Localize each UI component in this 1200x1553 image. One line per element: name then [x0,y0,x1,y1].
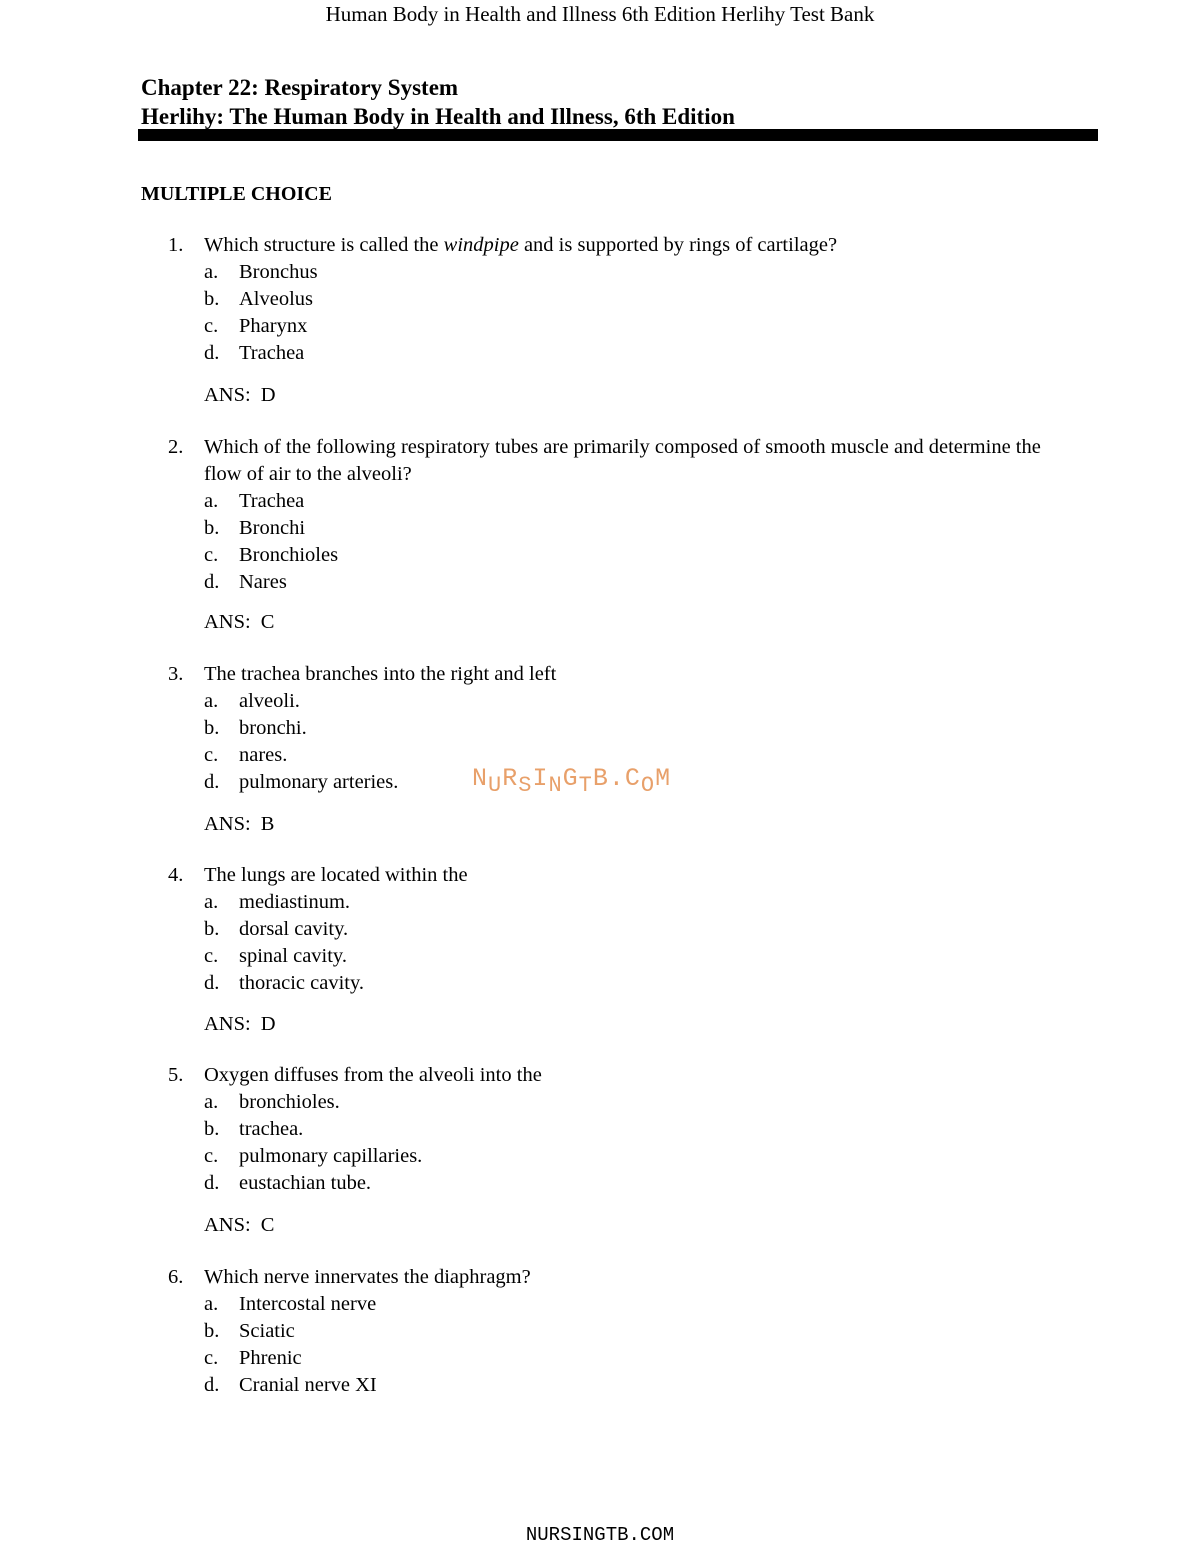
option-letter: d. [204,1374,220,1396]
option-text: alveoli. [239,690,300,712]
option-text: Trachea [239,490,305,512]
option-text: Alveolus [239,288,314,310]
answer-label: ANS: [204,1214,251,1236]
page-footer: NURSINGTB.COM [525,1524,675,1546]
option-text: Bronchus [239,261,318,283]
running-header: Human Body in Health and Illness 6th Edition Herlihy Test Bank [325,2,875,26]
option-letter: c. [204,315,219,337]
option-letter: c. [204,1347,219,1369]
answer-value: D [260,1013,276,1035]
option-text: Phrenic [239,1347,302,1369]
option-letter: b. [204,1320,220,1342]
option-item [0,340,1200,367]
option-text: eustachian tube. [239,1172,372,1194]
question-text: Which nerve innervates the diaphragm? [204,1266,531,1288]
option-item [0,1116,1200,1143]
option-item [0,970,1200,997]
answer-value: B [260,813,275,835]
question-emphasis: windpipe [443,234,519,256]
option-text: Cranial nerve XI [239,1374,377,1396]
option-letter: a. [204,261,219,283]
option-item [0,943,1200,970]
option-letter: a. [204,1293,219,1315]
option-text: thoracic cavity. [239,972,365,994]
option-item [0,1372,1200,1399]
option-item [0,889,1200,916]
option-text: dorsal cavity. [239,918,349,940]
question-text: Oxygen diffuses from the alveoli into the [204,1064,542,1086]
answer-value: D [260,384,276,406]
option-letter: a. [204,490,219,512]
option-item [0,1291,1200,1318]
question-number: 2. [168,436,184,458]
option-text: Pharynx [239,315,308,337]
option-letter: c. [204,544,219,566]
option-letter: d. [204,972,220,994]
option-text: Trachea [239,342,305,364]
option-letter: a. [204,891,219,913]
question-text: Which structure is called the windpipe and is supported by rings of cartilage? [204,234,838,256]
answer-value: C [260,611,275,633]
option-item [0,715,1200,742]
answer-line [204,1011,276,1038]
option-text: Sciatic [239,1320,295,1342]
option-text: Bronchi [239,517,306,539]
option-letter: a. [204,1091,219,1113]
option-letter: c. [204,744,219,766]
question-text: The trachea branches into the right and left [204,663,557,685]
question-number: 6. [168,1266,184,1288]
option-item [0,515,1200,542]
option-letter: d. [204,771,220,793]
option-item [0,259,1200,286]
option-text: trachea. [239,1118,304,1140]
book-title: Herlihy: The Human Body in Health and Illness, 6th Edition [141,104,735,129]
option-item [0,1170,1200,1197]
option-list [0,1291,1200,1399]
question-number: 4. [168,864,184,886]
option-text: pulmonary arteries. [239,771,399,793]
option-text: bronchi. [239,717,307,739]
option-letter: d. [204,571,220,593]
answer-line [204,609,274,636]
question-text: Which of the following respiratory tubes are primarily composed of smooth muscle and determine the flow of air to the alveoli? [204,436,1041,485]
answer-line [204,1212,274,1239]
option-letter: b. [204,288,220,310]
option-item [0,1089,1200,1116]
option-letter: c. [204,1145,219,1167]
option-letter: b. [204,517,220,539]
option-item [0,916,1200,943]
option-list [0,488,1200,596]
option-text: spinal cavity. [239,945,347,967]
chapter-title: Chapter 22: Respiratory System [141,75,459,100]
option-letter: b. [204,1118,220,1140]
option-item [0,688,1200,715]
option-letter: b. [204,918,220,940]
option-letter: d. [204,342,220,364]
answer-label: ANS: [204,611,251,633]
option-letter: d. [204,1172,220,1194]
option-text: pulmonary capillaries. [239,1145,423,1167]
option-item [0,1318,1200,1345]
option-text: Intercostal nerve [239,1293,377,1315]
option-list [0,259,1200,367]
question-number: 1. [168,234,184,256]
watermark [472,764,672,798]
option-list [0,889,1200,997]
option-item [0,1143,1200,1170]
option-text: Nares [239,571,287,593]
answer-label: ANS: [204,384,251,406]
option-text: nares. [239,744,288,766]
question-text: The lungs are located within the [204,864,468,886]
title-rule [138,129,1098,141]
answer-line [204,811,274,838]
option-letter: c. [204,945,219,967]
answer-label: ANS: [204,1013,251,1035]
option-text: mediastinum. [239,891,351,913]
section-heading: MULTIPLE CHOICE [141,183,332,205]
option-letter: b. [204,717,220,739]
question-number: 3. [168,663,184,685]
option-item [0,542,1200,569]
option-item [0,1345,1200,1372]
option-item [0,313,1200,340]
option-item [0,286,1200,313]
option-letter: a. [204,690,219,712]
option-text: Bronchioles [239,544,339,566]
option-text: bronchioles. [239,1091,340,1113]
watermark-text: NURSINGTB.COM [472,764,672,798]
question-number: 5. [168,1064,184,1086]
option-item [0,488,1200,515]
answer-line [204,382,276,409]
option-list [0,1089,1200,1197]
answer-label: ANS: [204,813,251,835]
answer-value: C [260,1214,275,1236]
option-item [0,569,1200,596]
